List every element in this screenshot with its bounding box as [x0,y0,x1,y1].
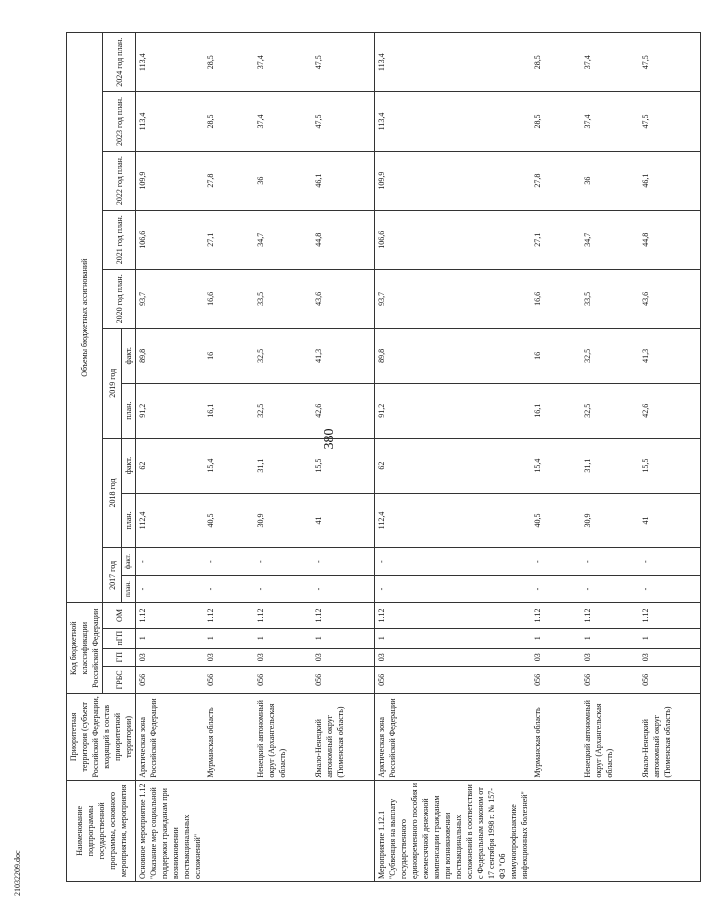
cell-p2023: 47,5 [639,92,701,151]
table-row [639,33,701,882]
cell-p2017: - [639,575,701,602]
cell-name [531,780,581,881]
cell-grbs: 056 [204,666,254,693]
cell-f2019: 89,8 [374,328,531,383]
header-2018-fact: факт. [122,438,136,493]
header-grbs: ГРБС [103,666,136,693]
cell-grbs: 056 [639,666,701,693]
cell-f2017: - [312,548,374,575]
header-budget-code: Код бюджетной классификации Российской Федерации [67,603,103,694]
cell-pgp: 1 [204,628,254,648]
header-2018: 2018 год [103,438,122,548]
cell-p2024: 28,5 [204,33,254,92]
cell-f2019: 32,5 [581,328,639,383]
header-territory: Приоритетная территория (субъект Российской Федерации, входящий в состав приоритетной территории) [67,694,136,781]
header-2018-plan: план. [122,493,136,548]
document-footer: 21032209.doc [13,850,22,896]
cell-p2021: 106,6 [374,210,531,269]
cell-f2017: - [254,548,312,575]
cell-om: 1.12 [531,603,581,628]
cell-p2018: 40,5 [204,493,254,548]
cell-f2019: 41,3 [312,328,374,383]
header-om: ОМ [103,603,136,628]
cell-om: 1.12 [639,603,701,628]
cell-p2020: 93,7 [136,269,205,328]
cell-grbs: 056 [581,666,639,693]
cell-p2019: 32,5 [581,383,639,438]
cell-gp: 03 [204,648,254,666]
cell-f2019: 89,8 [136,328,205,383]
cell-p2024: 113,4 [374,33,531,92]
cell-f2018: 15,5 [312,438,374,493]
cell-f2017: - [639,548,701,575]
cell-gp: 03 [312,648,374,666]
cell-p2021: 44,8 [639,210,701,269]
cell-name [204,780,254,881]
cell-f2018: 62 [136,438,205,493]
cell-p2021: 27,1 [531,210,581,269]
cell-p2024: 47,5 [639,33,701,92]
header-2019-fact: факт. [122,328,136,383]
table-header [67,33,136,882]
cell-p2019: 91,2 [374,383,531,438]
cell-gp: 03 [639,648,701,666]
table-body [136,33,701,882]
cell-territory: Арктическая зона Российской Федерации [136,694,205,781]
budget-table [66,32,701,882]
cell-p2021: 34,7 [581,210,639,269]
cell-p2019: 91,2 [136,383,205,438]
cell-p2019: 42,6 [639,383,701,438]
cell-territory: Ненецкий автономный округ (Архангельская область) [581,694,639,781]
table-row [374,33,531,882]
cell-territory: Ямало-Ненецкий автономный округ (Тюменская область) [639,694,701,781]
table-row [254,33,312,882]
table-row [312,33,374,882]
cell-p2020: 93,7 [374,269,531,328]
cell-p2019: 16,1 [204,383,254,438]
cell-p2023: 28,5 [531,92,581,151]
cell-gp: 03 [531,648,581,666]
cell-p2024: 113,4 [136,33,205,92]
cell-f2019: 41,3 [639,328,701,383]
cell-f2018: 15,4 [531,438,581,493]
cell-pgp: 1 [312,628,374,648]
cell-name: Основное мероприятие 1.12 "Оказание мер социальной поддержки гражданам при возникновении поствакцинальных осложнений" [136,780,205,881]
cell-f2018: 31,1 [581,438,639,493]
cell-gp: 03 [374,648,531,666]
cell-p2018: 41 [639,493,701,548]
cell-p2022: 36 [254,151,312,210]
cell-pgp: 1 [254,628,312,648]
cell-p2022: 27,8 [531,151,581,210]
cell-p2020: 43,6 [639,269,701,328]
cell-p2020: 43,6 [312,269,374,328]
cell-f2018: 15,4 [204,438,254,493]
cell-p2022: 109,9 [374,151,531,210]
cell-p2017: - [581,575,639,602]
cell-f2019: 16 [204,328,254,383]
cell-p2022: 27,8 [204,151,254,210]
cell-name [639,780,701,881]
cell-grbs: 056 [531,666,581,693]
cell-territory: Ненецкий автономный округ (Архангельская область) [254,694,312,781]
cell-p2024: 47,5 [312,33,374,92]
header-2019-plan: план. [122,383,136,438]
cell-p2017: - [136,575,205,602]
cell-p2020: 16,6 [204,269,254,328]
cell-pgp: 1 [581,628,639,648]
rotated-table-container [66,32,672,882]
cell-om: 1.12 [374,603,531,628]
table-row [581,33,639,882]
cell-p2021: 27,1 [204,210,254,269]
cell-p2021: 34,7 [254,210,312,269]
cell-p2017: - [531,575,581,602]
cell-grbs: 056 [254,666,312,693]
cell-f2018: 15,5 [639,438,701,493]
cell-p2017: - [312,575,374,602]
cell-grbs: 056 [136,666,205,693]
cell-gp: 03 [254,648,312,666]
cell-pgp: 1 [531,628,581,648]
page-number: 380 [322,428,337,450]
cell-p2024: 37,4 [254,33,312,92]
cell-p2023: 113,4 [136,92,205,151]
cell-f2019: 32,5 [254,328,312,383]
header-pgp: пГП [103,628,136,648]
cell-f2018: 31,1 [254,438,312,493]
cell-pgp: 1 [639,628,701,648]
cell-om: 1.12 [204,603,254,628]
cell-p2022: 46,1 [312,151,374,210]
cell-f2017: - [374,548,531,575]
cell-om: 1.12 [312,603,374,628]
cell-p2019: 42,6 [312,383,374,438]
cell-p2018: 30,9 [254,493,312,548]
header-volumes: Объемы бюджетных ассигнований [67,33,103,603]
cell-p2023: 47,5 [312,92,374,151]
cell-p2018: 112,4 [136,493,205,548]
cell-pgp: 1 [374,628,531,648]
cell-name [254,780,312,881]
header-gp: ГП [103,648,136,666]
cell-territory: Мурманская область [531,694,581,781]
cell-territory: Мурманская область [204,694,254,781]
cell-p2023: 37,4 [581,92,639,151]
cell-f2017: - [204,548,254,575]
cell-p2020: 16,6 [531,269,581,328]
header-2022: 2022 год план. [103,151,136,210]
header-2017: 2017 год [103,548,122,603]
cell-gp: 03 [136,648,205,666]
cell-p2017: - [254,575,312,602]
cell-f2017: - [136,548,205,575]
header-2021: 2021 год план. [103,210,136,269]
header-2020: 2020 год план. [103,269,136,328]
cell-name: Мероприятие 1.12.1 "Субвенция на выплату государственного единовременного пособия и ежемесячной денежной компенсации гражданам при возникновении поствакцинальных осложнений в соответствии с Федеральным законом от 17 сентября 1998 г. № 157-ФЗ "Об иммунопрофилактике инфекционных болезней" [374,780,531,881]
header-2019: 2019 год [103,328,122,438]
cell-p2018: 41 [312,493,374,548]
cell-p2019: 32,5 [254,383,312,438]
cell-p2018: 30,9 [581,493,639,548]
cell-grbs: 056 [312,666,374,693]
cell-territory: Ямало-Ненецкий автономный округ (Тюменская область) [312,694,374,781]
cell-om: 1.12 [581,603,639,628]
cell-p2017: - [374,575,531,602]
cell-f2017: - [581,548,639,575]
cell-grbs: 056 [374,666,531,693]
cell-p2023: 37,4 [254,92,312,151]
cell-f2018: 62 [374,438,531,493]
cell-f2019: 16 [531,328,581,383]
cell-name [312,780,374,881]
cell-p2024: 37,4 [581,33,639,92]
cell-p2022: 109,9 [136,151,205,210]
table-row [136,33,205,882]
cell-p2023: 28,5 [204,92,254,151]
header-2024: 2024 год план. [103,33,136,92]
cell-gp: 03 [581,648,639,666]
header-2017-plan: план. [122,575,136,602]
cell-p2020: 33,5 [254,269,312,328]
table-row [531,33,581,882]
cell-om: 1.12 [136,603,205,628]
cell-pgp: 1 [136,628,205,648]
cell-p2022: 36 [581,151,639,210]
cell-p2019: 16,1 [531,383,581,438]
cell-p2023: 113,4 [374,92,531,151]
cell-p2017: - [204,575,254,602]
header-name: Наименование подпрограммы государственной программы, основного мероприятия, мероприятия [67,780,136,881]
cell-name [581,780,639,881]
header-2023: 2023 год план. [103,92,136,151]
cell-p2024: 28,5 [531,33,581,92]
cell-p2020: 33,5 [581,269,639,328]
cell-p2021: 44,8 [312,210,374,269]
table-row [204,33,254,882]
cell-f2017: - [531,548,581,575]
cell-p2018: 112,4 [374,493,531,548]
cell-om: 1.12 [254,603,312,628]
cell-p2021: 106,6 [136,210,205,269]
header-2017-fact: факт. [122,548,136,575]
cell-p2022: 46,1 [639,151,701,210]
cell-p2018: 40,5 [531,493,581,548]
cell-territory: Арктическая зона Российской Федерации [374,694,531,781]
